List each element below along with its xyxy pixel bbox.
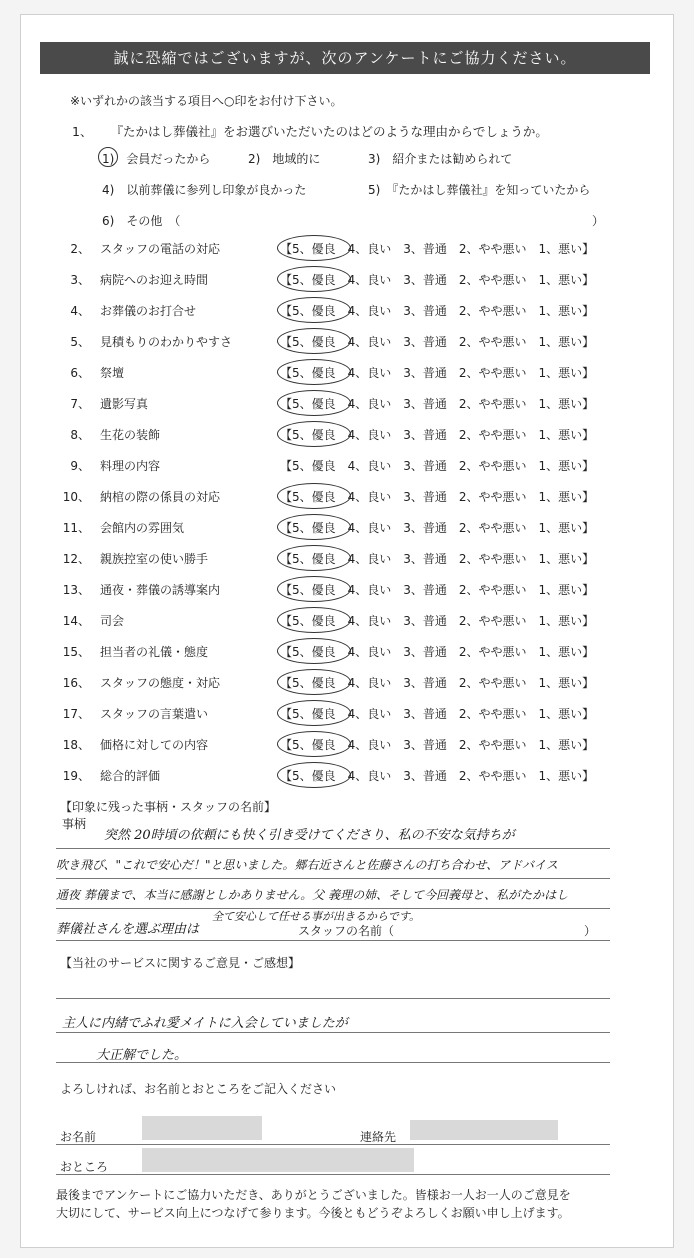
q1-option-4[interactable]: 4) 以前葬儀に参列し印象が良かった <box>102 183 307 197</box>
phone-redacted <box>410 1120 558 1140</box>
rating-scale[interactable]: 【5、優良 4、良い 3、普通 2、やや悪い 1、悪い】 <box>280 242 595 256</box>
rating-circle-excellent <box>277 669 351 695</box>
rating-row <box>50 302 610 324</box>
footer-line-1: 最後までアンケートにご協力いただき、ありがとうございました。皆様お一人お一人のご意見を <box>56 1188 571 1202</box>
rating-circle-excellent <box>277 328 351 354</box>
rating-row-label: 司会 <box>100 614 125 628</box>
rating-scale[interactable]: 【5、優良 4、良い 3、普通 2、やや悪い 1、悪い】 <box>280 304 595 318</box>
rating-row-label: 親族控室の使い勝手 <box>100 552 209 566</box>
rating-row-label: 納棺の際の係員の対応 <box>100 490 221 504</box>
rating-row-number: 4、 <box>70 304 90 318</box>
rating-circle-excellent <box>277 514 351 540</box>
address-redacted <box>142 1148 414 1172</box>
impression-line-2: 吹き飛び、"これで安心だ！"と思いました。郷右近さんと佐藤さんの打ち合わせ、アドバイス <box>56 858 558 872</box>
rating-circle-excellent <box>277 607 351 633</box>
service-line-2: 大正解でした。 <box>96 1048 188 1063</box>
rating-row-label: 価格に対しての内容 <box>100 738 209 752</box>
rating-row <box>50 488 610 510</box>
staff-name-close: ） <box>584 924 597 938</box>
rating-row-label: 会館内の雰囲気 <box>100 521 185 535</box>
rating-scale[interactable]: 【5、優良 4、良い 3、普通 2、やや悪い 1、悪い】 <box>280 521 595 535</box>
rating-scale[interactable]: 【5、優良 4、良い 3、普通 2、やや悪い 1、悪い】 <box>280 707 595 721</box>
rating-row-label: スタッフの言葉遣い <box>100 707 209 721</box>
rating-scale[interactable]: 【5、優良 4、良い 3、普通 2、やや悪い 1、悪い】 <box>280 552 595 566</box>
rating-row <box>50 426 610 448</box>
q1-option-1[interactable]: 1) 会員だったから <box>102 152 211 166</box>
rating-row-number: 19、 <box>62 769 90 783</box>
rating-scale[interactable]: 【5、優良 4、良い 3、普通 2、やや悪い 1、悪い】 <box>280 335 595 349</box>
impression-rule-4 <box>56 940 610 941</box>
service-rule-3 <box>56 1062 610 1063</box>
rating-row <box>50 550 610 572</box>
q1-option-3[interactable]: 3) 紹介または勧められて <box>368 152 513 166</box>
rating-row <box>50 736 610 758</box>
q1-option-6-close: ） <box>592 214 605 228</box>
rating-row-label: 祭壇 <box>100 366 125 380</box>
rating-row-label: 通夜・葬儀の誘導案内 <box>100 583 221 597</box>
impression-small-line: 全て安心して任せる事が出きるからです。 <box>212 910 421 923</box>
rating-row <box>50 457 610 479</box>
question-1 <box>72 122 548 140</box>
rating-scale[interactable]: 【5、優良 4、良い 3、普通 2、やや悪い 1、悪い】 <box>280 490 595 504</box>
rating-scale[interactable]: 【5、優良 4、良い 3、普通 2、やや悪い 1、悪い】 <box>280 769 595 783</box>
impression-rule-2 <box>56 878 610 879</box>
rating-row <box>50 395 610 417</box>
q1-option-6[interactable]: 6) その他 （ <box>102 214 181 228</box>
rating-row <box>50 767 610 789</box>
contact-rule-1 <box>56 1144 610 1145</box>
rating-circle-excellent <box>277 421 351 447</box>
rating-row-label: 生花の装飾 <box>100 428 161 442</box>
rating-row-number: 10、 <box>62 490 90 504</box>
rating-scale[interactable]: 【5、優良 4、良い 3、普通 2、やや悪い 1、悪い】 <box>280 428 595 442</box>
rating-circle-excellent <box>277 638 351 664</box>
impression-line-1: 突然 20時頃の依頼にも快く引き受けてくださり、私の不安な気持ちが <box>104 828 515 843</box>
impression-line-3: 通夜 葬儀まで、本当に感謝としかありません。父 義理の姉、そして今回義母と、私がたかはし <box>56 888 569 902</box>
rating-scale[interactable]: 【5、優良 4、良い 3、普通 2、やや悪い 1、悪い】 <box>280 459 595 473</box>
rating-row-number: 18、 <box>62 738 90 752</box>
rating-circle-excellent <box>277 545 351 571</box>
service-line-1: 主人に内緒でふれ愛メイトに入会していましたが <box>62 1016 348 1031</box>
rating-circle-excellent <box>277 731 351 757</box>
q1-option-5[interactable]: 5) 『たかはし葬儀社』を知っていたから <box>368 183 591 197</box>
rating-circle-excellent <box>277 576 351 602</box>
rating-row-label: お葬儀のお打合せ <box>100 304 197 318</box>
question-1-number: 1、 <box>72 124 93 139</box>
contact-rule-2 <box>56 1174 610 1175</box>
rating-row-number: 7、 <box>70 397 90 411</box>
rating-circle-excellent <box>277 700 351 726</box>
name-label: お名前 <box>60 1130 97 1144</box>
service-heading: 【当社のサービスに関するご意見・ご感想】 <box>60 956 301 970</box>
rating-row-number: 6、 <box>70 366 90 380</box>
rating-row-number: 12、 <box>62 552 90 566</box>
survey-banner: 誠に恐縮ではございますが、次のアンケートにご協力ください。 <box>40 42 650 74</box>
rating-row-number: 5、 <box>70 335 90 349</box>
impression-line-4: 葬儀社さんを選ぶ理由は <box>56 922 200 937</box>
rating-row-number: 8、 <box>70 428 90 442</box>
q1-option-2[interactable]: 2) 地域的に <box>248 152 321 166</box>
rating-row <box>50 581 610 603</box>
instruction-note: ※いずれかの該当する項目へ○印をお付け下さい。 <box>70 94 343 108</box>
rating-row-number: 13、 <box>62 583 90 597</box>
rating-scale[interactable]: 【5、優良 4、良い 3、普通 2、やや悪い 1、悪い】 <box>280 397 595 411</box>
rating-row-number: 2、 <box>70 242 90 256</box>
address-label: おところ <box>60 1160 109 1174</box>
contact-prompt: よろしければ、お名前とおところをご記入ください <box>60 1082 337 1096</box>
rating-scale[interactable]: 【5、優良 4、良い 3、普通 2、やや悪い 1、悪い】 <box>280 614 595 628</box>
rating-row <box>50 519 610 541</box>
rating-circle-excellent <box>277 390 351 416</box>
rating-row-number: 16、 <box>62 676 90 690</box>
service-rule-1 <box>56 998 610 999</box>
rating-scale[interactable]: 【5、優良 4、良い 3、普通 2、やや悪い 1、悪い】 <box>280 273 595 287</box>
rating-row-number: 11、 <box>62 521 90 535</box>
rating-row-number: 14、 <box>62 614 90 628</box>
rating-circle-excellent <box>277 266 351 292</box>
rating-row <box>50 240 610 262</box>
footer-line-2: 大切にして、サービス向上につなげて参ります。今後ともどうぞよろしくお願い申し上げます。 <box>56 1206 570 1220</box>
rating-circle-excellent <box>277 762 351 788</box>
rating-scale[interactable]: 【5、優良 4、良い 3、普通 2、やや悪い 1、悪い】 <box>280 676 595 690</box>
impression-rule-1 <box>56 848 610 849</box>
rating-row-label: 見積もりのわかりやすさ <box>100 335 233 349</box>
rating-row <box>50 674 610 696</box>
rating-circle-excellent <box>277 235 351 261</box>
rating-row <box>50 705 610 727</box>
rating-row-number: 9、 <box>70 459 90 473</box>
staff-name-label: スタッフの名前（ <box>298 924 395 938</box>
rating-scale[interactable]: 【5、優良 4、良い 3、普通 2、やや悪い 1、悪い】 <box>280 366 595 380</box>
rating-row-label: 病院へのお迎え時間 <box>100 273 209 287</box>
impression-label: 事柄 <box>62 817 87 831</box>
rating-row-label: 担当者の礼儀・態度 <box>100 645 209 659</box>
rating-circle-excellent <box>277 483 351 509</box>
rating-circle-excellent <box>277 297 351 323</box>
rating-scale[interactable]: 【5、優良 4、良い 3、普通 2、やや悪い 1、悪い】 <box>280 738 595 752</box>
rating-row <box>50 364 610 386</box>
rating-row <box>50 333 610 355</box>
phone-label: 連絡先 <box>360 1130 397 1144</box>
rating-row-number: 15、 <box>62 645 90 659</box>
rating-row-number: 17、 <box>62 707 90 721</box>
rating-circle-excellent <box>277 359 351 385</box>
footer-message <box>56 1186 616 1222</box>
rating-scale[interactable]: 【5、優良 4、良い 3、普通 2、やや悪い 1、悪い】 <box>280 583 595 597</box>
name-redacted <box>142 1116 262 1140</box>
question-1-text: 『たかはし葬儀社』をお選びいただいたのはどのような理由からでしょうか。 <box>110 124 548 139</box>
rating-row-number: 3、 <box>70 273 90 287</box>
rating-row-label: スタッフの態度・対応 <box>100 676 221 690</box>
rating-row-label: 遺影写真 <box>100 397 149 411</box>
rating-row <box>50 643 610 665</box>
rating-row-label: 総合的評価 <box>100 769 161 783</box>
service-rule-2 <box>56 1032 610 1033</box>
impression-heading: 【印象に残った事柄・スタッフの名前】 <box>60 800 277 814</box>
rating-row-label: 料理の内容 <box>100 459 161 473</box>
rating-row-label: スタッフの電話の対応 <box>100 242 221 256</box>
rating-row <box>50 612 610 634</box>
rating-row <box>50 271 610 293</box>
rating-scale[interactable]: 【5、優良 4、良い 3、普通 2、やや悪い 1、悪い】 <box>280 645 595 659</box>
